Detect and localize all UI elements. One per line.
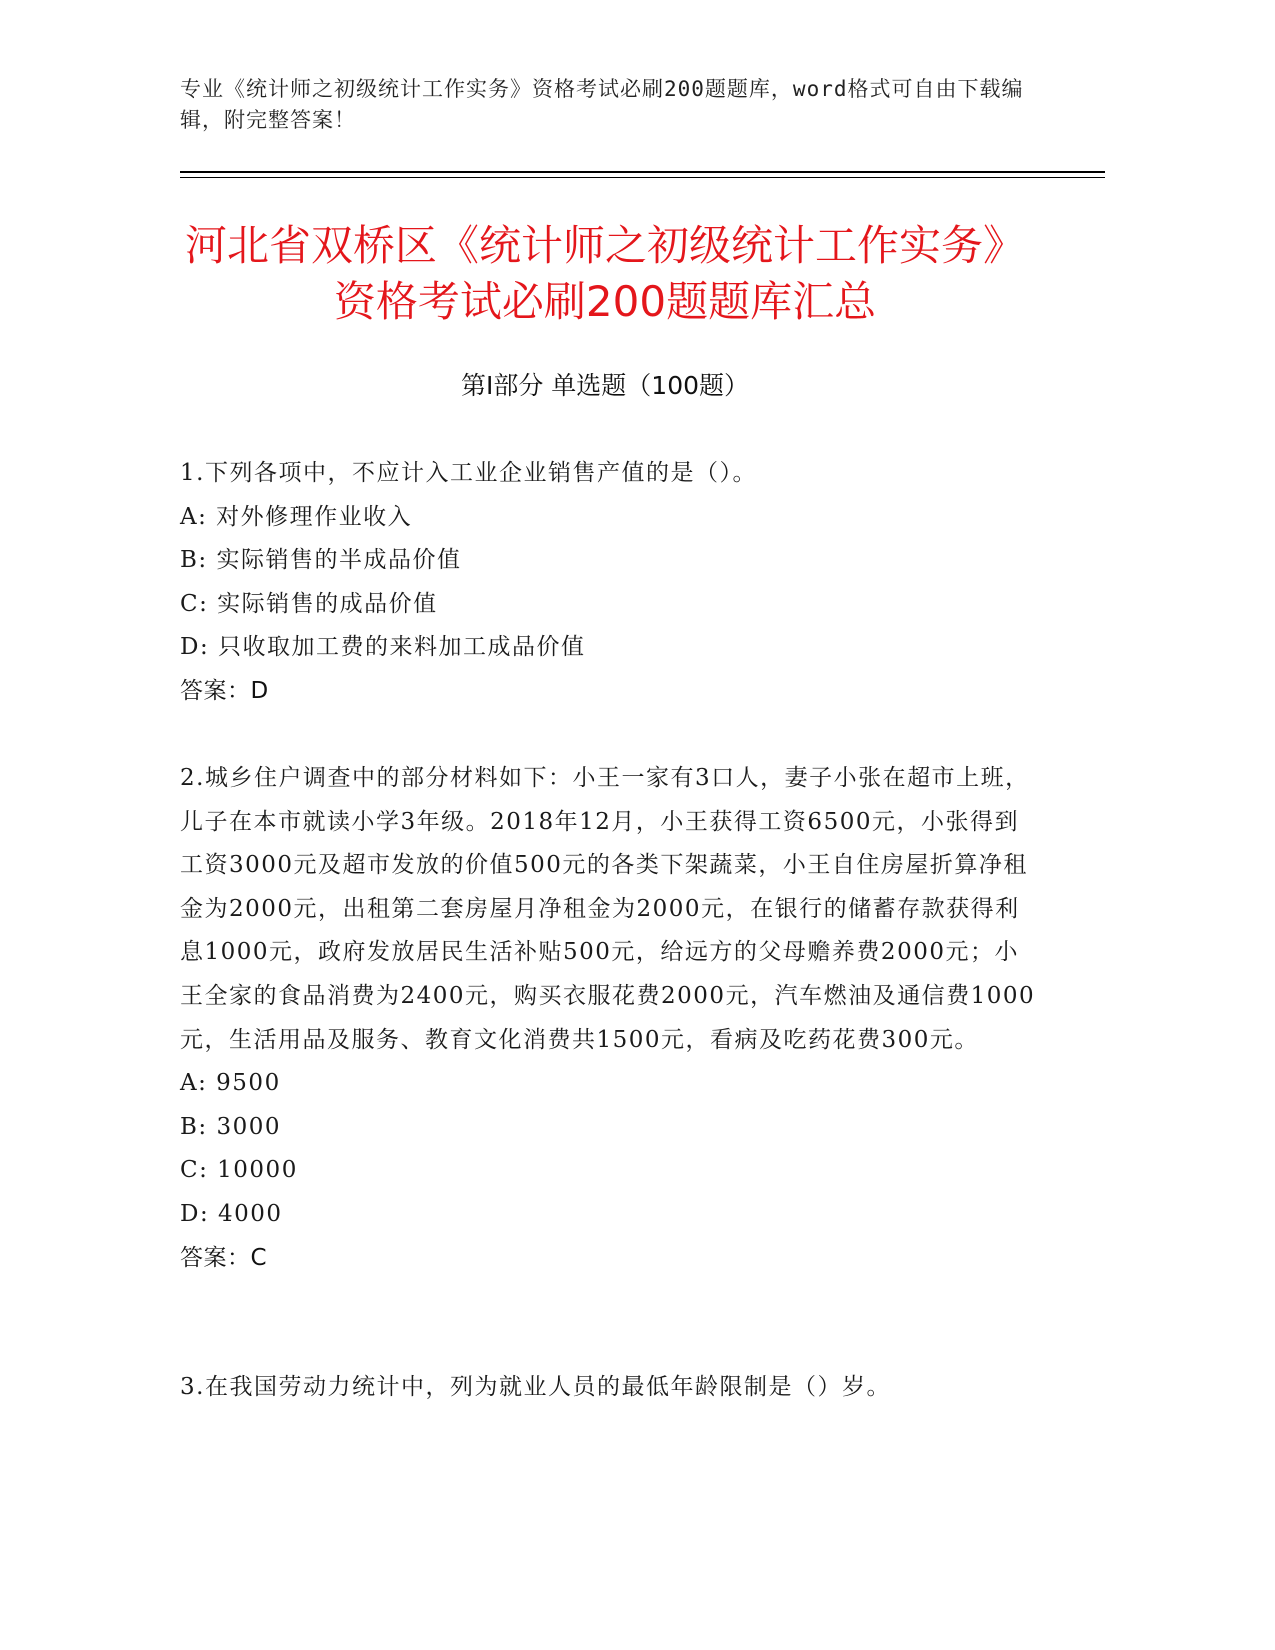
question-text: 下列各项中，不应计入工业企业销售产值的是（）。 <box>204 460 757 486</box>
option-a: A: 9500 <box>180 1070 281 1097</box>
document-title: 河北省双桥区《统计师之初级统计工作实务》资格考试必刷200题题库汇总 <box>184 221 1025 326</box>
option-b: B: 3000 <box>180 1113 281 1140</box>
option-d: D: 4000 <box>180 1200 283 1227</box>
option-list <box>180 496 1040 670</box>
question-stem <box>180 452 1040 496</box>
option-c: C: 10000 <box>180 1157 298 1184</box>
answer-line: 答案：D <box>180 677 269 704</box>
answer-line: 答案：C <box>180 1244 268 1271</box>
question-number: 3. <box>180 1374 205 1400</box>
option-b: B: 实际销售的半成品价值 <box>180 547 462 574</box>
option-list <box>180 1062 1040 1236</box>
section-heading: 第I部分 单选题（100题） <box>460 371 750 400</box>
question-stem <box>180 1366 1040 1410</box>
question-text: 城乡住户调查中的部分材料如下：小王一家有3口人，妻子小张在超市上班，儿子在本市就读小学3年级。2018年12月，小王获得工资6500元，小张得到工资3000元及超市发放的价值500元的各类下架蔬菜，小王自住房屋折算净租金为2000元，出租第二套房屋月净租金为2000元，在银行的储蓄存款获得利息1000元，政府发放居民生活补贴500元，给远方的父母赡养费2000元；小王全家的食品消费为2400元，购买衣服花费2000元，汽车燃油及通信费1000元，生活用品及服务、教育文化消费共1500元，看病及吃药花费300元。 <box>180 765 1036 1053</box>
question-stem <box>180 757 1040 1062</box>
question-number: 1. <box>180 460 205 486</box>
header-divider-thick <box>180 171 1105 173</box>
question-number: 2. <box>180 765 205 791</box>
question-2 <box>180 757 1040 1280</box>
question-1 <box>180 452 1040 714</box>
option-a: A: 对外修理作业收入 <box>180 503 413 530</box>
question-3 <box>180 1366 1040 1410</box>
option-c: C: 实际销售的成品价值 <box>180 590 438 617</box>
question-text: 在我国劳动力统计中，列为就业人员的最低年龄限制是（）岁。 <box>204 1374 891 1400</box>
header-divider-thin <box>180 177 1105 178</box>
option-d: D: 只收取加工费的来料加工成品价值 <box>180 634 586 661</box>
header-note: 专业《统计师之初级统计工作实务》资格考试必刷200题题库，word格式可自由下载编辑，附完整答案！ <box>180 77 1024 132</box>
